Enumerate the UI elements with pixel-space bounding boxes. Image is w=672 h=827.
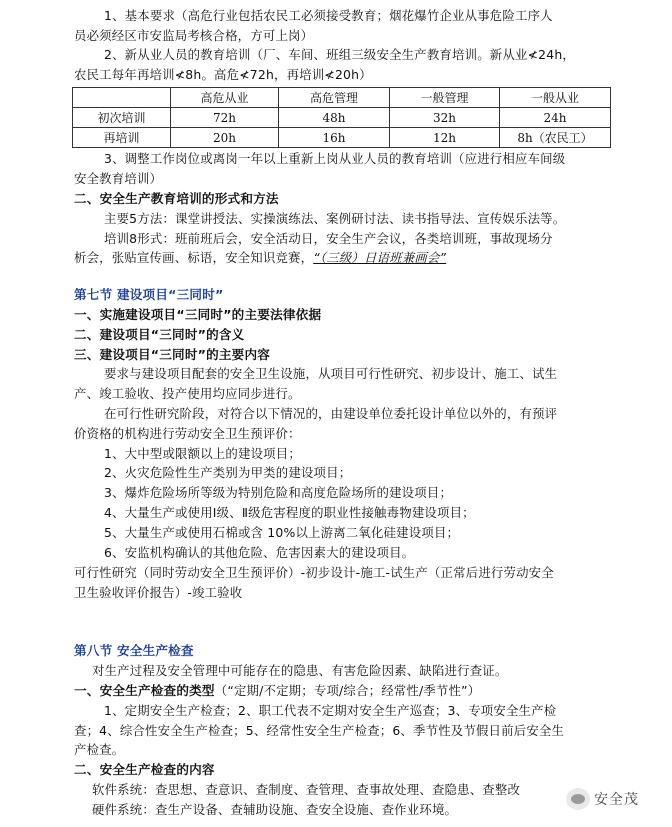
methods-line-1: 主要5方法：课堂讲授法、实操演练法、案例研讨法、读书指导法、宣传娱乐法等。 bbox=[104, 211, 566, 226]
table-cell: 72h bbox=[171, 108, 279, 128]
table-cell: 初次培训 bbox=[73, 108, 171, 128]
wechat-icon bbox=[566, 788, 590, 810]
section-8-title: 第八节 安全生产检查 bbox=[74, 643, 194, 658]
table-cell: 48h bbox=[279, 108, 390, 128]
adjust-line-2: 安全教育培训） bbox=[74, 171, 163, 186]
list-item: 2、火灾危险性生产类别为甲类的建设项目； bbox=[104, 465, 352, 480]
table-cell: 再培训 bbox=[73, 128, 171, 148]
section-8-heading-2: 二、安全生产检查的内容 bbox=[74, 762, 215, 777]
list-item: 4、大量生产或使用Ⅰ级、Ⅱ级危害程度的职业性接触毒物建设项目； bbox=[104, 505, 475, 520]
section-7-body-3: 在可行性研究阶段，对符合以下情况的，由建设单位委托设计单位以外的，有预评 bbox=[104, 406, 558, 421]
intro-line-4: 农民工每年再培训≮8h。高危≮72h，再培训≮20h） bbox=[74, 67, 372, 82]
types-line-1: 1、定期安全生产检查；2、职工代表不定期对安全生产巡查；3、专项安全生产检 bbox=[104, 703, 557, 718]
section-8-heading-1-note: （“定期/不定期；专项/综合；经常性/季节性”） bbox=[214, 683, 481, 698]
content-line-2: 硬件系统：查生产设备、查辅助设施、查安全设施、查作业环境。 bbox=[92, 802, 458, 817]
table-cell: 8h（农民工） bbox=[500, 128, 611, 148]
table-header-cell: 高危管理 bbox=[279, 88, 390, 108]
flow-line-2: 卫生验收评价报告）-竣工验收 bbox=[74, 585, 243, 600]
section-7-title: 第七节 建设项目“三同时” bbox=[74, 287, 224, 302]
methods-line-2: 培训8形式：班前班后会，安全活动日，安全生产会议，各类培训班，事故现场分 bbox=[104, 231, 553, 246]
heading-training-methods: 二、安全生产教育培训的形式和方法 bbox=[74, 191, 279, 206]
adjust-line-1: 3、调整工作岗位或离岗一年以上重新上岗从业人员的教育培训（应进行相应车间级 bbox=[104, 151, 566, 166]
intro-line-1: 1、基本要求（高危行业包括农民工必须接受教育；烟花爆竹企业从事危险工序人 bbox=[104, 8, 553, 23]
table-header-row bbox=[73, 88, 611, 108]
section-7-body-4: 价资格的机构进行劳动安全卫生预评价： bbox=[74, 426, 301, 441]
table-cell: 12h bbox=[390, 128, 500, 148]
section-8-heading-1-line bbox=[74, 681, 480, 701]
table-header-cell: 一般从业 bbox=[500, 88, 611, 108]
table-cell: 16h bbox=[279, 128, 390, 148]
types-line-3: 产检查。 bbox=[74, 742, 125, 757]
section-8-heading-1: 一、安全生产检查的类型 bbox=[74, 683, 215, 698]
intro-line-2: 员必须经区市安监局考核合格，方可上岗） bbox=[74, 28, 314, 43]
table-header-cell: 高危从业 bbox=[171, 88, 279, 108]
table-cell: 32h bbox=[390, 108, 500, 128]
section-7-heading-1: 一、实施建设项目“三同时”的主要法律依据 bbox=[74, 307, 322, 322]
list-item: 5、大量生产或使用石棉或含 10%以上游离二氧化硅建设项目； bbox=[104, 525, 460, 540]
table-header-cell bbox=[73, 88, 171, 108]
table-row bbox=[73, 108, 611, 128]
content-line-1: 软件系统：查思想、查意识、查制度、查管理、查事故处理、查隐患、查整改 bbox=[92, 782, 521, 797]
list-item: 6、安监机构确认的其他危险、危害因素大的建设项目。 bbox=[104, 545, 415, 560]
list-item: 1、大中型或限额以上的建设项目； bbox=[104, 446, 301, 461]
section-7-body-2: 产、竣工验收、投产使用均应同步进行。 bbox=[74, 386, 301, 401]
table-row bbox=[73, 128, 611, 148]
methods-line-3-text: 析会，张贴宣传画、标语，安全知识竞赛， bbox=[74, 250, 314, 265]
section-7-heading-2: 二、建设项目“三同时”的含义 bbox=[74, 327, 245, 342]
training-hours-table bbox=[72, 87, 611, 148]
list-item: 3、爆炸危险场所等级为特别危险和高度危险场所的建设项目； bbox=[104, 485, 453, 500]
section-7-body-1: 要求与建设项目配套的安全卫生设施，从项目可行性研究、初步设计、施工、试生 bbox=[104, 366, 558, 381]
section-8-intro: 对生产过程及安全管理中可能存在的隐患、有害危险因素、缺陷进行查证。 bbox=[92, 663, 508, 678]
flow-line-1: 可行性研究（同时劳动安全卫生预评价）-初步设计-施工-试生产（正常后进行劳动安全 bbox=[74, 565, 554, 580]
table-cell: 20h bbox=[171, 128, 279, 148]
types-line-2: 查；4、综合性安全生产检查；5、经常性安全生产检查；6、季节性及节假日前后安全生 bbox=[74, 723, 565, 738]
watermark-text: 安全茂 bbox=[594, 792, 639, 808]
table-cell: 24h bbox=[500, 108, 611, 128]
watermark-logo bbox=[566, 786, 639, 812]
methods-line-3 bbox=[74, 248, 446, 268]
table-header-cell: 一般管理 bbox=[390, 88, 500, 108]
methods-underlined-note: “（三级）日语班兼画会” bbox=[313, 250, 447, 265]
intro-line-3: 2、新从业人员的教育培训（厂、车间、班组三级安全生产教育培训。新从业≮24h， bbox=[104, 47, 575, 62]
section-7-heading-3: 三、建设项目“三同时”的主要内容 bbox=[74, 347, 271, 362]
